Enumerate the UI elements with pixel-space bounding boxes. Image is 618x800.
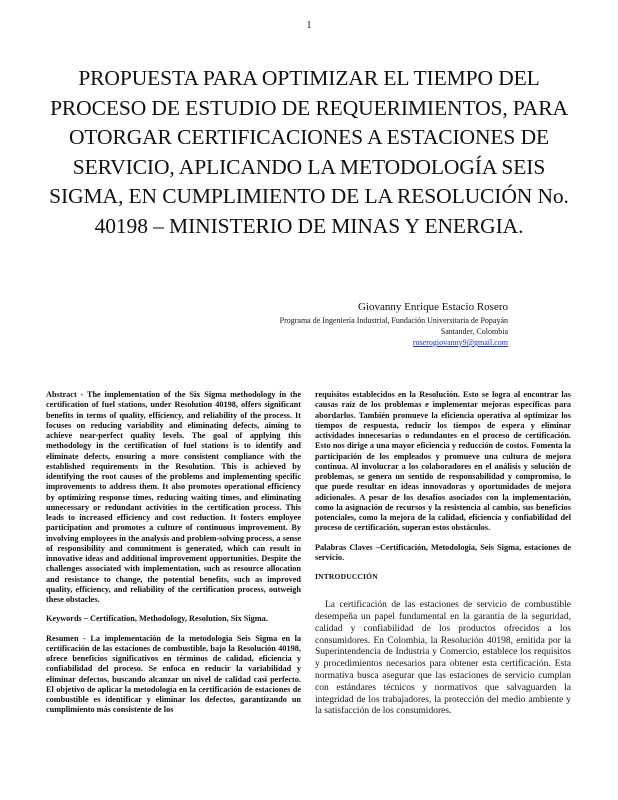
right-column	[315, 390, 571, 727]
left-column	[46, 390, 301, 725]
author-email-link[interactable]: roserogiovanny9@gmail.com	[412, 338, 508, 347]
author-location: Santander, Colombia	[440, 327, 508, 336]
paper-title: PROPUESTA PARA OPTIMIZAR EL TIEMPO DEL PROCESO DE ESTUDIO DE REQUERIMIENTOS, PARA OTORGAR CERTIFICACIONES A ESTACIONES DE SERVICIO, APLICANDO LA METODOLOGÍA SEIS SIGMA, EN CUMPLIMIENTO DE LA RESOLUCIÓN No. 40198 – MINISTERIO DE MINAS Y ENERGIA.	[49, 66, 569, 238]
author-name: Giovanny Enrique Estacio Rosero	[358, 301, 508, 313]
page-number: 1	[306, 20, 312, 31]
abstract-english: Abstract - The implementation of the Six Sigma methodology in the certification of fuel stations, under Resolution 40198, offers significant benefits in terms of quality, efficiency, and reliability of the process. It focuses on reducing variability and eliminating defects, aiming to achieve near-perfect quality levels. The goal of applying this methodology in the certification of fuel stations is to identify and eliminate defects, ensuring a more consistent compliance with the established requirements in the Resolution. This is achieved by identifying the root causes of the problems and implementing specific improvements to address them. It also promotes operational efficiency by optimizing response times, reducing waiting times, and eliminating unnecessary or redundant activities in the certification process. This leads to increased efficiency and cost reduction. It fosters employee participation and promotes a culture of continuous improvement. By involving employees in the analysis and problem-solving process, a sense of responsibility and commitment is generated, which can result in innovative ideas and additional improvement opportunities. Despite the challenges associated with implementation, such as resource allocation and resistance to change, the potential benefits, such as improved quality, efficiency, and reliability of the certification process, outweigh these obstacles.	[46, 390, 301, 604]
keywords-english: Keywords – Certification, Methodology, Resolution, Six Sigma.	[46, 614, 268, 624]
introduction-paragraph: La certificación de las estaciones de servicio de combustible desempeña un papel fundamental en la garantía de la seguridad, calidad y confiabilidad de los productos ofrecidos a los consumidores. En Colombia, la Resolución 40198, emitida por la Superintendencia de Industria y Comercio, establece los requisitos y procedimientos necesarios para obtener esta certificación. Esta normativa busca asegurar que las estaciones de servicio cumplan con estándares técnicos y normativos que salvaguarden la integridad de los trabajadores, la protección del medio ambiente y la satisfacción de los consumidores.	[315, 600, 571, 717]
introduction-heading: INTRODUCCIÓN	[315, 572, 378, 581]
resumen-part-1: Resumen - La implementación de la metodología Seis Sigma en la certificación de las estaciones de combustible, bajo la Resolución 40198, ofrece beneficios significativos en términos de calidad, eficiencia y confiabilidad del proceso. Se enfoca en reducir la variabilidad y eliminar defectos, buscando alcanzar un nivel de calidad casi perfecto. El objetivo de aplicar la metodología en la certificación de estaciones de combustible es identificar y eliminar los defectos, garantizando un cumplimiento más consistente de los	[46, 633, 301, 715]
author-program: Programa de Ingeniería Industrial, Fundación Universitaria de Popayán	[279, 316, 508, 325]
keywords-spanish: Palabras Claves –Certificación, Metodología, Seis Sigma, estaciones de servicio.	[315, 542, 571, 562]
resumen-part-2: requisitos establecidos en la Resolución. Esto se logra al encontrar las causas raíz de los problemas e implementar mejoras específicas para abordarlos. También promueve la eficiencia operativa al optimizar los tiempos de respuesta, reducir los tiempos de espera y eliminar actividades innecesarias o redundantes en el proceso de certificación. Esto nos dirige a una mayor eficiencia y reducción de costos. Fomenta la participación de los empleados y promueve una cultura de mejora continua. Al involucrar a los colaboradores en el análisis y solución de problemas, se genera un sentido de responsabilidad y compromiso, lo que puede resultar en ideas innovadoras y oportunidades de mejora adicionales. A pesar de los desafíos asociados con la implementación, como la asignación de recursos y la resistencia al cambio, sus beneficios potenciales, como la mejora de la calidad, eficiencia y confiabilidad del proceso de certificación, superan estos obstáculos.	[315, 390, 571, 533]
author-block	[280, 300, 508, 348]
